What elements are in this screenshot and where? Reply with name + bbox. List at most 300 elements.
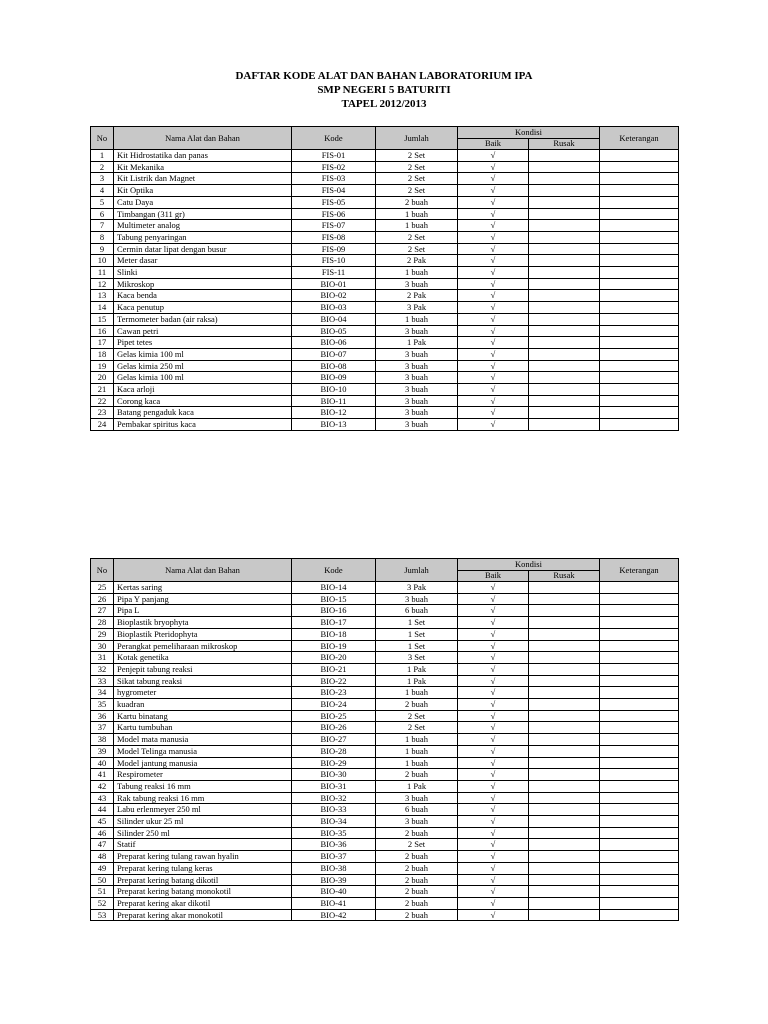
col-header-no: No (91, 127, 114, 150)
cell-jumlah: 1 buah (376, 757, 458, 769)
cell-nama: Gelas kimia 100 ml (114, 372, 292, 384)
cell-keterangan (600, 769, 679, 781)
cell-rusak (529, 150, 600, 162)
cell-kode: BIO-34 (292, 816, 376, 828)
cell-baik: √ (458, 839, 529, 851)
cell-kode: FIS-08 (292, 231, 376, 243)
cell-jumlah: 3 buah (376, 407, 458, 419)
cell-keterangan (600, 161, 679, 173)
cell-nama: Respirometer (114, 769, 292, 781)
cell-jumlah: 3 buah (376, 360, 458, 372)
cell-rusak (529, 769, 600, 781)
cell-nama: Pipet tetes (114, 337, 292, 349)
cell-jumlah: 3 buah (376, 419, 458, 431)
cell-keterangan (600, 839, 679, 851)
col-header-kondisi: Kondisi (458, 127, 600, 139)
cell-baik: √ (458, 161, 529, 173)
cell-no: 32 (91, 663, 114, 675)
cell-no: 18 (91, 348, 114, 360)
table-row (91, 395, 679, 407)
cell-keterangan (600, 757, 679, 769)
cell-jumlah: 1 buah (376, 734, 458, 746)
cell-rusak (529, 231, 600, 243)
cell-baik: √ (458, 360, 529, 372)
cell-no: 25 (91, 582, 114, 594)
cell-kode: BIO-21 (292, 663, 376, 675)
cell-no: 46 (91, 827, 114, 839)
cell-nama: Kaca arloji (114, 384, 292, 396)
cell-no: 14 (91, 302, 114, 314)
table-row (91, 687, 679, 699)
cell-kode: BIO-22 (292, 675, 376, 687)
cell-kode: BIO-16 (292, 605, 376, 617)
cell-kode: BIO-32 (292, 792, 376, 804)
cell-keterangan (600, 722, 679, 734)
table-row (91, 780, 679, 792)
cell-rusak (529, 745, 600, 757)
cell-kode: BIO-40 (292, 886, 376, 898)
cell-nama: Silinder ukur 25 ml (114, 816, 292, 828)
cell-jumlah: 2 buah (376, 769, 458, 781)
col-header-nama: Nama Alat dan Bahan (114, 559, 292, 582)
cell-jumlah: 2 Set (376, 839, 458, 851)
col-header-keterangan: Keterangan (600, 559, 679, 582)
cell-kode: BIO-31 (292, 780, 376, 792)
cell-kode: BIO-33 (292, 804, 376, 816)
cell-baik: √ (458, 407, 529, 419)
cell-nama: Catu Daya (114, 196, 292, 208)
col-header-kondisi: Kondisi (458, 559, 600, 571)
cell-no: 29 (91, 628, 114, 640)
cell-no: 5 (91, 196, 114, 208)
cell-no: 43 (91, 792, 114, 804)
cell-rusak (529, 360, 600, 372)
cell-baik: √ (458, 734, 529, 746)
cell-rusak (529, 302, 600, 314)
cell-no: 49 (91, 862, 114, 874)
cell-no: 50 (91, 874, 114, 886)
cell-jumlah: 2 Pak (376, 290, 458, 302)
cell-baik: √ (458, 897, 529, 909)
cell-nama: Perangkat pemeliharaan mikroskop (114, 640, 292, 652)
cell-nama: Pipa L (114, 605, 292, 617)
cell-keterangan (600, 640, 679, 652)
cell-no: 27 (91, 605, 114, 617)
cell-keterangan (600, 816, 679, 828)
cell-jumlah: 3 Pak (376, 302, 458, 314)
table-row (91, 827, 679, 839)
col-header-jumlah: Jumlah (376, 127, 458, 150)
cell-rusak (529, 372, 600, 384)
title-line-3: TAPEL 2012/2013 (341, 98, 427, 110)
cell-jumlah: 2 buah (376, 699, 458, 711)
cell-kode: BIO-02 (292, 290, 376, 302)
cell-kode: FIS-06 (292, 208, 376, 220)
cell-rusak (529, 710, 600, 722)
cell-jumlah: 3 Pak (376, 582, 458, 594)
table-row (91, 816, 679, 828)
cell-rusak (529, 862, 600, 874)
cell-jumlah: 3 buah (376, 372, 458, 384)
cell-rusak (529, 757, 600, 769)
cell-kode: BIO-19 (292, 640, 376, 652)
cell-baik: √ (458, 886, 529, 898)
cell-kode: BIO-09 (292, 372, 376, 384)
cell-jumlah: 2 buah (376, 851, 458, 863)
cell-jumlah: 1 Set (376, 628, 458, 640)
cell-kode: BIO-26 (292, 722, 376, 734)
table-row (91, 663, 679, 675)
table-row (91, 278, 679, 290)
cell-baik: √ (458, 757, 529, 769)
col-header-rusak: Rusak (529, 138, 600, 150)
cell-keterangan (600, 874, 679, 886)
table-row (91, 734, 679, 746)
cell-baik: √ (458, 395, 529, 407)
cell-baik: √ (458, 267, 529, 279)
cell-nama: Kotak genetika (114, 652, 292, 664)
cell-keterangan (600, 745, 679, 757)
table-row (91, 874, 679, 886)
cell-keterangan (600, 325, 679, 337)
cell-no: 35 (91, 699, 114, 711)
cell-keterangan (600, 302, 679, 314)
cell-no: 37 (91, 722, 114, 734)
cell-kode: BIO-07 (292, 348, 376, 360)
cell-nama: Cermin datar lipat dengan busur (114, 243, 292, 255)
cell-jumlah: 2 Set (376, 173, 458, 185)
cell-kode: FIS-07 (292, 220, 376, 232)
cell-baik: √ (458, 337, 529, 349)
cell-nama: kuadran (114, 699, 292, 711)
cell-keterangan (600, 208, 679, 220)
cell-no: 12 (91, 278, 114, 290)
cell-baik: √ (458, 605, 529, 617)
cell-jumlah: 3 buah (376, 384, 458, 396)
cell-baik: √ (458, 243, 529, 255)
cell-jumlah: 2 buah (376, 874, 458, 886)
cell-rusak (529, 722, 600, 734)
col-header-kode: Kode (292, 559, 376, 582)
cell-kode: BIO-01 (292, 278, 376, 290)
col-header-nama: Nama Alat dan Bahan (114, 127, 292, 150)
cell-keterangan (600, 372, 679, 384)
col-header-kode: Kode (292, 127, 376, 150)
cell-keterangan (600, 804, 679, 816)
cell-keterangan (600, 185, 679, 197)
cell-keterangan (600, 407, 679, 419)
cell-no: 20 (91, 372, 114, 384)
cell-jumlah: 1 buah (376, 220, 458, 232)
cell-no: 3 (91, 173, 114, 185)
cell-nama: Batang pengaduk kaca (114, 407, 292, 419)
cell-rusak (529, 909, 600, 921)
cell-rusak (529, 652, 600, 664)
cell-nama: Preparat kering tulang rawan hyalin (114, 851, 292, 863)
cell-baik: √ (458, 313, 529, 325)
cell-rusak (529, 384, 600, 396)
table-row (91, 196, 679, 208)
cell-nama: Kit Optika (114, 185, 292, 197)
cell-baik: √ (458, 816, 529, 828)
cell-keterangan (600, 862, 679, 874)
cell-rusak (529, 617, 600, 629)
cell-kode: FIS-09 (292, 243, 376, 255)
cell-rusak (529, 161, 600, 173)
table-row (91, 792, 679, 804)
cell-kode: FIS-02 (292, 161, 376, 173)
cell-jumlah: 2 buah (376, 862, 458, 874)
cell-baik: √ (458, 780, 529, 792)
cell-kode: BIO-36 (292, 839, 376, 851)
cell-nama: Corong kaca (114, 395, 292, 407)
table-row (91, 419, 679, 431)
cell-kode: BIO-10 (292, 384, 376, 396)
cell-jumlah: 2 Set (376, 243, 458, 255)
cell-kode: FIS-01 (292, 150, 376, 162)
cell-kode: BIO-12 (292, 407, 376, 419)
table-row (91, 699, 679, 711)
cell-rusak (529, 804, 600, 816)
cell-jumlah: 3 buah (376, 325, 458, 337)
col-header-jumlah: Jumlah (376, 559, 458, 582)
cell-nama: Sikat tabung reaksi (114, 675, 292, 687)
cell-keterangan (600, 395, 679, 407)
cell-kode: BIO-25 (292, 710, 376, 722)
cell-baik: √ (458, 769, 529, 781)
cell-nama: Model mata manusia (114, 734, 292, 746)
cell-baik: √ (458, 173, 529, 185)
cell-rusak (529, 208, 600, 220)
cell-kode: BIO-35 (292, 827, 376, 839)
cell-keterangan (600, 278, 679, 290)
cell-baik: √ (458, 652, 529, 664)
cell-baik: √ (458, 150, 529, 162)
cell-rusak (529, 196, 600, 208)
cell-keterangan (600, 360, 679, 372)
cell-no: 10 (91, 255, 114, 267)
cell-nama: Preparat kering akar dikotil (114, 897, 292, 909)
cell-keterangan (600, 348, 679, 360)
cell-keterangan (600, 220, 679, 232)
cell-baik: √ (458, 290, 529, 302)
cell-baik: √ (458, 663, 529, 675)
table-row (91, 348, 679, 360)
table-row (91, 617, 679, 629)
cell-jumlah: 3 buah (376, 816, 458, 828)
col-header-rusak: Rusak (529, 570, 600, 582)
table-row (91, 313, 679, 325)
cell-no: 16 (91, 325, 114, 337)
cell-no: 45 (91, 816, 114, 828)
cell-kode: BIO-14 (292, 582, 376, 594)
cell-jumlah: 2 Set (376, 722, 458, 734)
cell-baik: √ (458, 851, 529, 863)
cell-jumlah: 2 Set (376, 185, 458, 197)
cell-no: 6 (91, 208, 114, 220)
cell-baik: √ (458, 593, 529, 605)
cell-kode: BIO-08 (292, 360, 376, 372)
cell-no: 19 (91, 360, 114, 372)
cell-keterangan (600, 243, 679, 255)
cell-keterangan (600, 605, 679, 617)
title-line-1: DAFTAR KODE ALAT DAN BAHAN LABORATORIUM IPA (235, 70, 533, 82)
cell-nama: Kertas saring (114, 582, 292, 594)
cell-rusak (529, 243, 600, 255)
cell-rusak (529, 267, 600, 279)
cell-nama: Kit Listrik dan Magnet (114, 173, 292, 185)
cell-nama: Slinki (114, 267, 292, 279)
cell-keterangan (600, 652, 679, 664)
cell-rusak (529, 816, 600, 828)
cell-rusak (529, 313, 600, 325)
cell-keterangan (600, 897, 679, 909)
cell-no: 15 (91, 313, 114, 325)
cell-baik: √ (458, 699, 529, 711)
cell-baik: √ (458, 640, 529, 652)
cell-kode: BIO-15 (292, 593, 376, 605)
table-row (91, 582, 679, 594)
cell-baik: √ (458, 419, 529, 431)
cell-no: 39 (91, 745, 114, 757)
cell-baik: √ (458, 185, 529, 197)
table-row (91, 769, 679, 781)
cell-nama: Pipa Y panjang (114, 593, 292, 605)
cell-baik: √ (458, 220, 529, 232)
cell-jumlah: 3 buah (376, 395, 458, 407)
table-row (91, 161, 679, 173)
cell-jumlah: 2 buah (376, 897, 458, 909)
cell-rusak (529, 255, 600, 267)
cell-baik: √ (458, 909, 529, 921)
cell-kode: BIO-28 (292, 745, 376, 757)
cell-baik: √ (458, 372, 529, 384)
cell-baik: √ (458, 278, 529, 290)
cell-jumlah: 1 buah (376, 745, 458, 757)
cell-keterangan (600, 150, 679, 162)
cell-rusak (529, 337, 600, 349)
cell-rusak (529, 407, 600, 419)
cell-no: 34 (91, 687, 114, 699)
cell-rusak (529, 897, 600, 909)
cell-kode: BIO-38 (292, 862, 376, 874)
cell-baik: √ (458, 745, 529, 757)
cell-keterangan (600, 827, 679, 839)
cell-rusak (529, 290, 600, 302)
cell-kode: BIO-04 (292, 313, 376, 325)
cell-jumlah: 6 buah (376, 804, 458, 816)
cell-rusak (529, 582, 600, 594)
cell-baik: √ (458, 675, 529, 687)
cell-rusak (529, 874, 600, 886)
cell-keterangan (600, 734, 679, 746)
table-row (91, 208, 679, 220)
cell-jumlah: 1 buah (376, 313, 458, 325)
cell-kode: BIO-37 (292, 851, 376, 863)
cell-keterangan (600, 851, 679, 863)
cell-no: 31 (91, 652, 114, 664)
cell-nama: Preparat kering batang dikotil (114, 874, 292, 886)
cell-keterangan (600, 687, 679, 699)
equipment-table-1 (90, 126, 679, 431)
cell-nama: Termometer badan (air raksa) (114, 313, 292, 325)
cell-nama: Model jantung manusia (114, 757, 292, 769)
table-row (91, 290, 679, 302)
cell-baik: √ (458, 302, 529, 314)
table-row (91, 652, 679, 664)
table-row (91, 851, 679, 863)
cell-jumlah: 6 buah (376, 605, 458, 617)
cell-kode: BIO-41 (292, 897, 376, 909)
cell-keterangan (600, 628, 679, 640)
cell-kode: BIO-03 (292, 302, 376, 314)
cell-no: 11 (91, 267, 114, 279)
table-row (91, 173, 679, 185)
cell-no: 44 (91, 804, 114, 816)
cell-nama: Preparat kering batang monokotil (114, 886, 292, 898)
cell-no: 53 (91, 909, 114, 921)
cell-no: 7 (91, 220, 114, 232)
cell-nama: Preparat kering akar monokotil (114, 909, 292, 921)
cell-jumlah: 2 buah (376, 196, 458, 208)
cell-nama: Silinder 250 ml (114, 827, 292, 839)
table-row (91, 337, 679, 349)
cell-baik: √ (458, 617, 529, 629)
cell-nama: Gelas kimia 100 ml (114, 348, 292, 360)
cell-rusak (529, 395, 600, 407)
cell-no: 1 (91, 150, 114, 162)
cell-kode: BIO-13 (292, 419, 376, 431)
cell-rusak (529, 827, 600, 839)
cell-keterangan (600, 909, 679, 921)
cell-jumlah: 2 Set (376, 231, 458, 243)
cell-keterangan (600, 710, 679, 722)
cell-kode: BIO-06 (292, 337, 376, 349)
cell-rusak (529, 628, 600, 640)
table-row (91, 302, 679, 314)
cell-kode: BIO-23 (292, 687, 376, 699)
cell-kode: BIO-20 (292, 652, 376, 664)
cell-rusak (529, 699, 600, 711)
table-body (91, 582, 679, 921)
cell-baik: √ (458, 792, 529, 804)
cell-jumlah: 1 Pak (376, 663, 458, 675)
table-row (91, 407, 679, 419)
cell-jumlah: 2 Set (376, 161, 458, 173)
cell-rusak (529, 851, 600, 863)
cell-jumlah: 3 buah (376, 593, 458, 605)
col-header-keterangan: Keterangan (600, 127, 679, 150)
cell-nama: Timbangan (311 gr) (114, 208, 292, 220)
cell-no: 4 (91, 185, 114, 197)
cell-nama: Statif (114, 839, 292, 851)
cell-keterangan (600, 582, 679, 594)
col-header-baik: Baik (458, 138, 529, 150)
table-row (91, 231, 679, 243)
table-row (91, 267, 679, 279)
cell-rusak (529, 278, 600, 290)
cell-baik: √ (458, 208, 529, 220)
table-body (91, 150, 679, 431)
cell-no: 47 (91, 839, 114, 851)
cell-jumlah: 3 buah (376, 792, 458, 804)
table-row (91, 220, 679, 232)
document-title (0, 69, 768, 111)
title-line-2: SMP NEGERI 5 BATURITI (317, 84, 451, 96)
cell-keterangan (600, 699, 679, 711)
cell-nama: Kartu binatang (114, 710, 292, 722)
cell-rusak (529, 687, 600, 699)
